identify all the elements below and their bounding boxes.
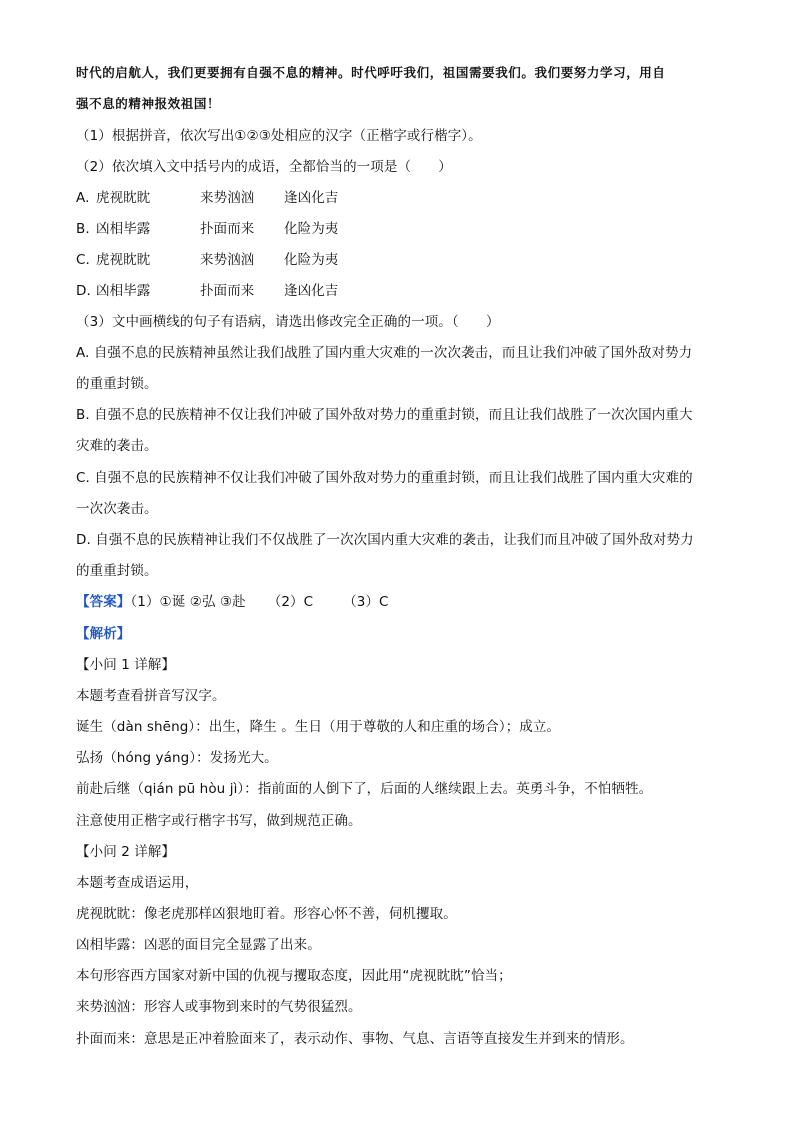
option-idiom-3: 化险为夷: [284, 252, 339, 268]
sub1-line: 前赴后继（qián pū hòu jì）：指前面的人倒下了，后面的人继续跟上去。英勇斗争，不怕牺牲。: [76, 781, 653, 797]
intro-line-2: 强不息的精神报效祖国！: [76, 96, 221, 111]
option-idiom-1: 虎视眈眈: [96, 252, 151, 268]
q2-option-a: [76, 188, 726, 208]
sub2-line: 本题考查成语运用，: [76, 875, 199, 891]
sub-question-1-title: 【小问 1 详解】: [76, 657, 176, 673]
q3-option-a-line-1: A. 自强不息的民族精神虽然让我们战胜了国内重大灾难的一次次袭击，而且让我们冲破了国外敌对势力: [76, 345, 693, 361]
question-2: （2）依次填入文中括号内的成语，全都恰当的一项是（ ）: [76, 159, 452, 175]
sub1-line: 注意使用正楷字或行楷字书写，做到规范正确。: [76, 813, 362, 829]
option-idiom-2: 来势汹汹: [200, 190, 255, 206]
option-letter: A.: [76, 190, 90, 206]
option-idiom-2: 扑面而来: [200, 283, 255, 299]
option-letter: B.: [76, 221, 90, 237]
option-idiom-3: 逢凶化吉: [284, 190, 339, 206]
answer-line: [76, 592, 726, 612]
analysis-heading: [76, 624, 726, 644]
answer-part-3: （3）C: [343, 594, 389, 610]
option-idiom-3: 化险为夷: [284, 221, 339, 237]
q3-option-b-line-2: 灾难的袭击。: [76, 438, 158, 454]
sub1-line: 本题考查看拼音写汉字。: [76, 688, 226, 704]
sub1-line: 诞生（dàn shēng）：出生，降生 。生日（用于尊敬的人和庄重的场合）；成立。: [76, 719, 561, 735]
intro-line-1: 时代的启航人，我们更要拥有自强不息的精神。时代呼吁我们，祖国需要我们。我们要努力学习，用自: [76, 65, 666, 80]
option-idiom-2: 来势汹汹: [200, 252, 255, 268]
option-letter: D.: [76, 283, 91, 299]
analysis-tag: 【解析】: [76, 626, 131, 642]
sub2-line: 凶相毕露：凶恶的面目完全显露了出来。: [76, 937, 321, 953]
question-3: （3）文中画横线的句子有语病，请选出修改完全正确的一项。（ ）: [76, 314, 500, 330]
sub1-line: 弘扬（hóng yáng）：发扬光大。: [76, 750, 278, 766]
q3-option-c-line-2: 一次次袭击。: [76, 501, 158, 517]
sub-question-2-title: 【小问 2 详解】: [76, 844, 176, 860]
q2-option-b: [76, 219, 726, 239]
option-idiom-1: 虎视眈眈: [96, 190, 151, 206]
sub2-line: 来势汹汹：形容人或事物到来时的气势很猛烈。: [76, 999, 362, 1015]
sub2-line: 本句形容西方国家对新中国的仇视与攫取态度，因此用“虎视眈眈”恰当；: [76, 968, 512, 984]
answer-part-1: （1）①诞 ②弘 ③赴: [130, 594, 246, 610]
q3-option-c-line-1: C. 自强不息的民族精神不仅让我们冲破了国外敌对势力的重重封锁，而且让我们战胜了国内重大灾难的: [76, 470, 693, 486]
q3-option-b-line-1: B. 自强不息的民族精神不仅让我们冲破了国外敌对势力的重重封锁，而且让我们战胜了一次次国内重大: [76, 407, 693, 423]
q3-option-d-line-1: D. 自强不息的民族精神让我们不仅战胜了一次次国内重大灾难的袭击，让我们而且冲破了国外敌对势力: [76, 532, 694, 548]
q3-option-d-line-2: 的重重封锁。: [76, 563, 158, 579]
sub2-line: 扑面而来：意思是正冲着脸面来了，表示动作、事物、气息、言语等直接发生并到来的情形。: [76, 1031, 634, 1047]
q3-option-a-line-2: 的重重封锁。: [76, 376, 158, 392]
answer-tag: 【答案】: [76, 594, 131, 610]
q2-option-d: [76, 281, 726, 301]
q2-option-c: [76, 250, 726, 270]
option-idiom-3: 逢凶化吉: [284, 283, 339, 299]
option-idiom-1: 凶相毕露: [96, 221, 151, 237]
sub2-line: 虎视眈眈：像老虎那样凶狠地盯着。形容心怀不善，伺机攫取。: [76, 906, 457, 922]
option-idiom-1: 凶相毕露: [96, 283, 151, 299]
option-letter: C.: [76, 252, 90, 268]
answer-part-2: （2）C: [267, 594, 314, 610]
question-1: （1）根据拼音，依次写出①②③处相应的汉字（正楷字或行楷字）。: [76, 128, 482, 144]
option-idiom-2: 扑面而来: [200, 221, 255, 237]
